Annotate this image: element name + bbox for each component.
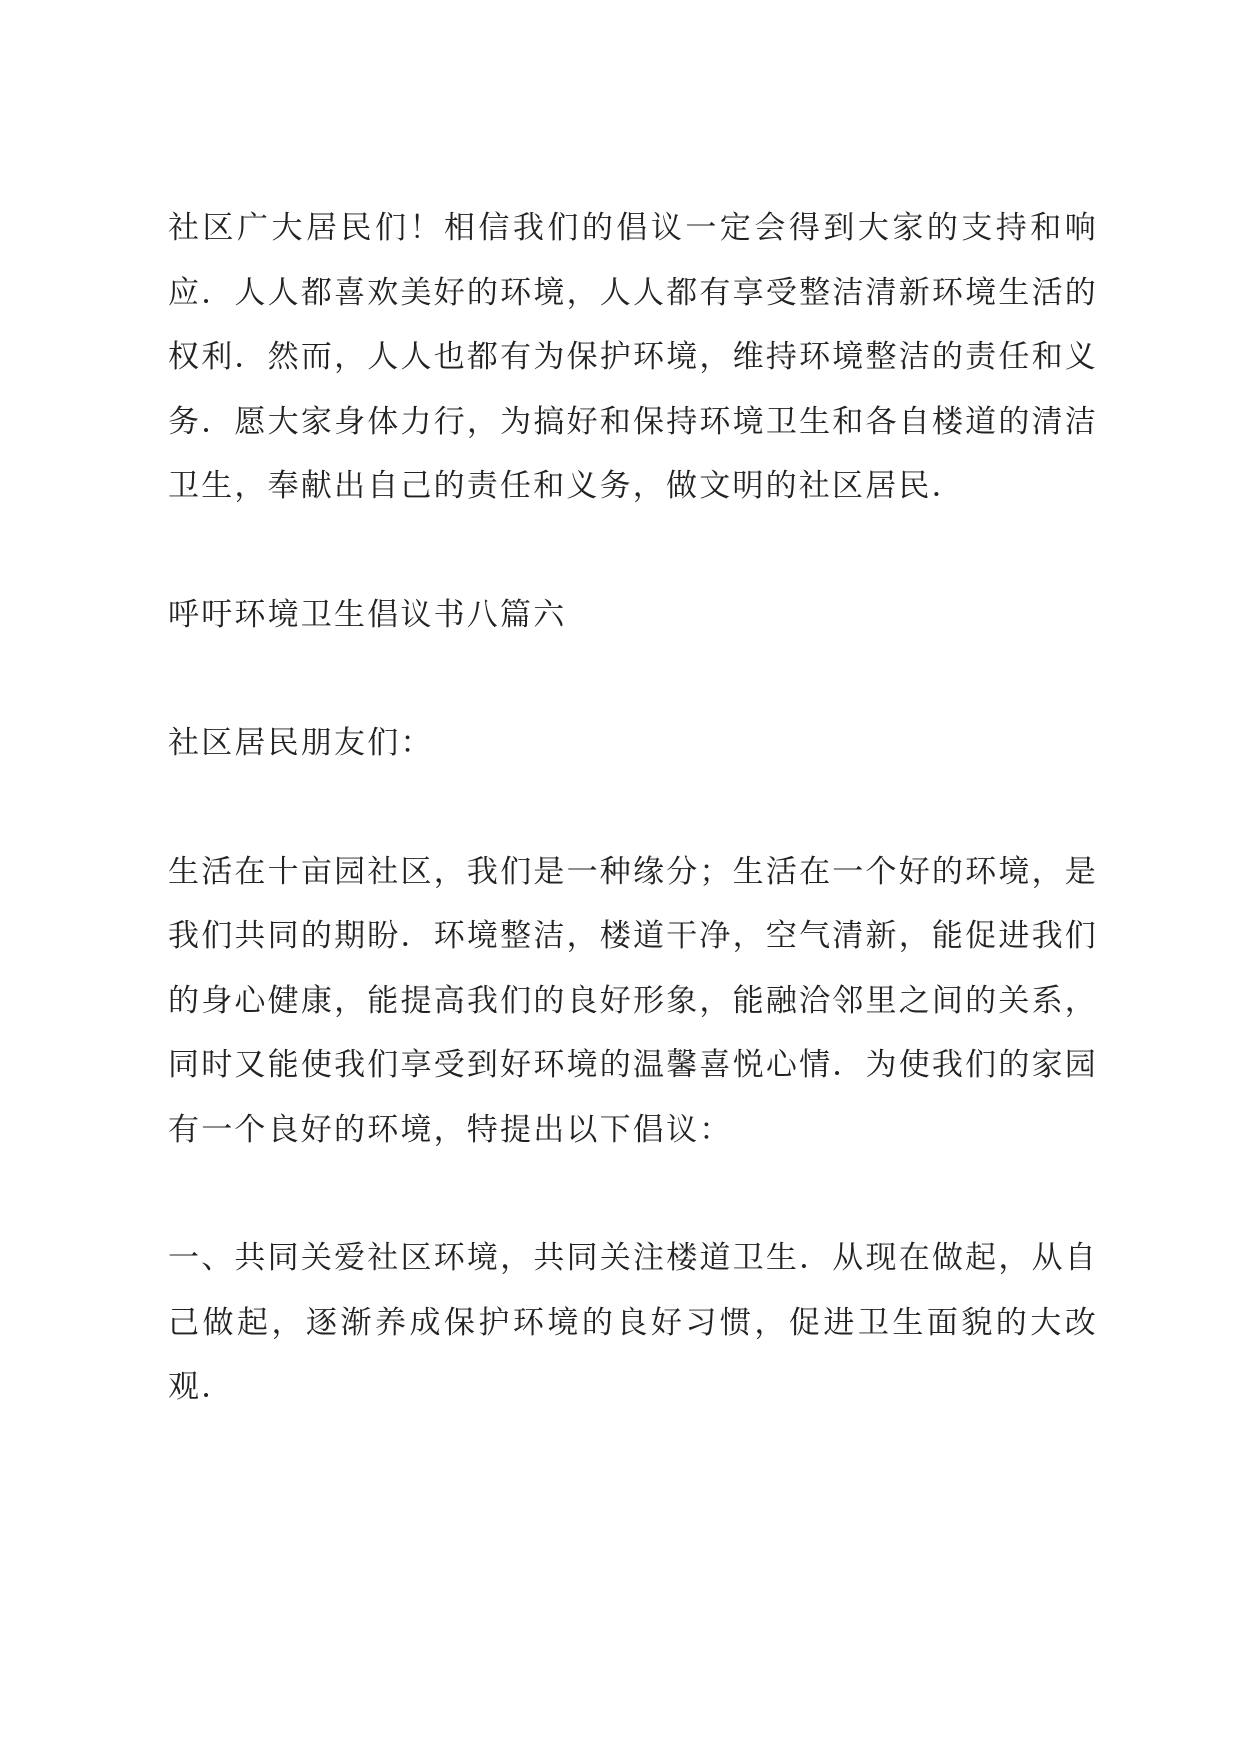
paragraph-spacer [168, 776, 1098, 840]
paragraph-spacer [168, 1162, 1098, 1226]
paragraph-proposal-1: 一、共同关爱社区环境，共同关注楼道卫生．从现在做起，从自己做起，逐渐养成保护环境的良好习惯，促进卫生面貌的大改观． [168, 1240, 1098, 1405]
document-page [168, 196, 1098, 1420]
paragraph-spacer [168, 519, 1098, 583]
paragraph-spacer [168, 647, 1098, 711]
paragraph-introduction: 生活在十亩园社区，我们是一种缘分；生活在一个好的环境，是我们共同的期盼．环境整洁，楼道干净，空气清新，能促进我们的身心健康，能提高我们的良好形象，能融洽邻里之间的关系，同时又能使我们享受到好环境的温馨喜悦心情．为使我们的家园有一个良好的环境，特提出以下倡议： [168, 853, 1098, 1148]
paragraph-community-appeal: 社区广大居民们！相信我们的倡议一定会得到大家的支持和响应．人人都喜欢美好的环境，人人都有享受整洁清新环境生活的权利．然而，人人也都有为保护环境，维持环境整洁的责任和义务．愿大家身体力行，为搞好和保持环境卫生和各自楼道的清洁卫生，奉献出自己的责任和义务，做文明的社区居民． [168, 210, 1098, 504]
salutation: 社区居民朋友们： [168, 725, 434, 761]
section-heading: 呼吁环境卫生倡议书八篇六 [168, 596, 567, 633]
